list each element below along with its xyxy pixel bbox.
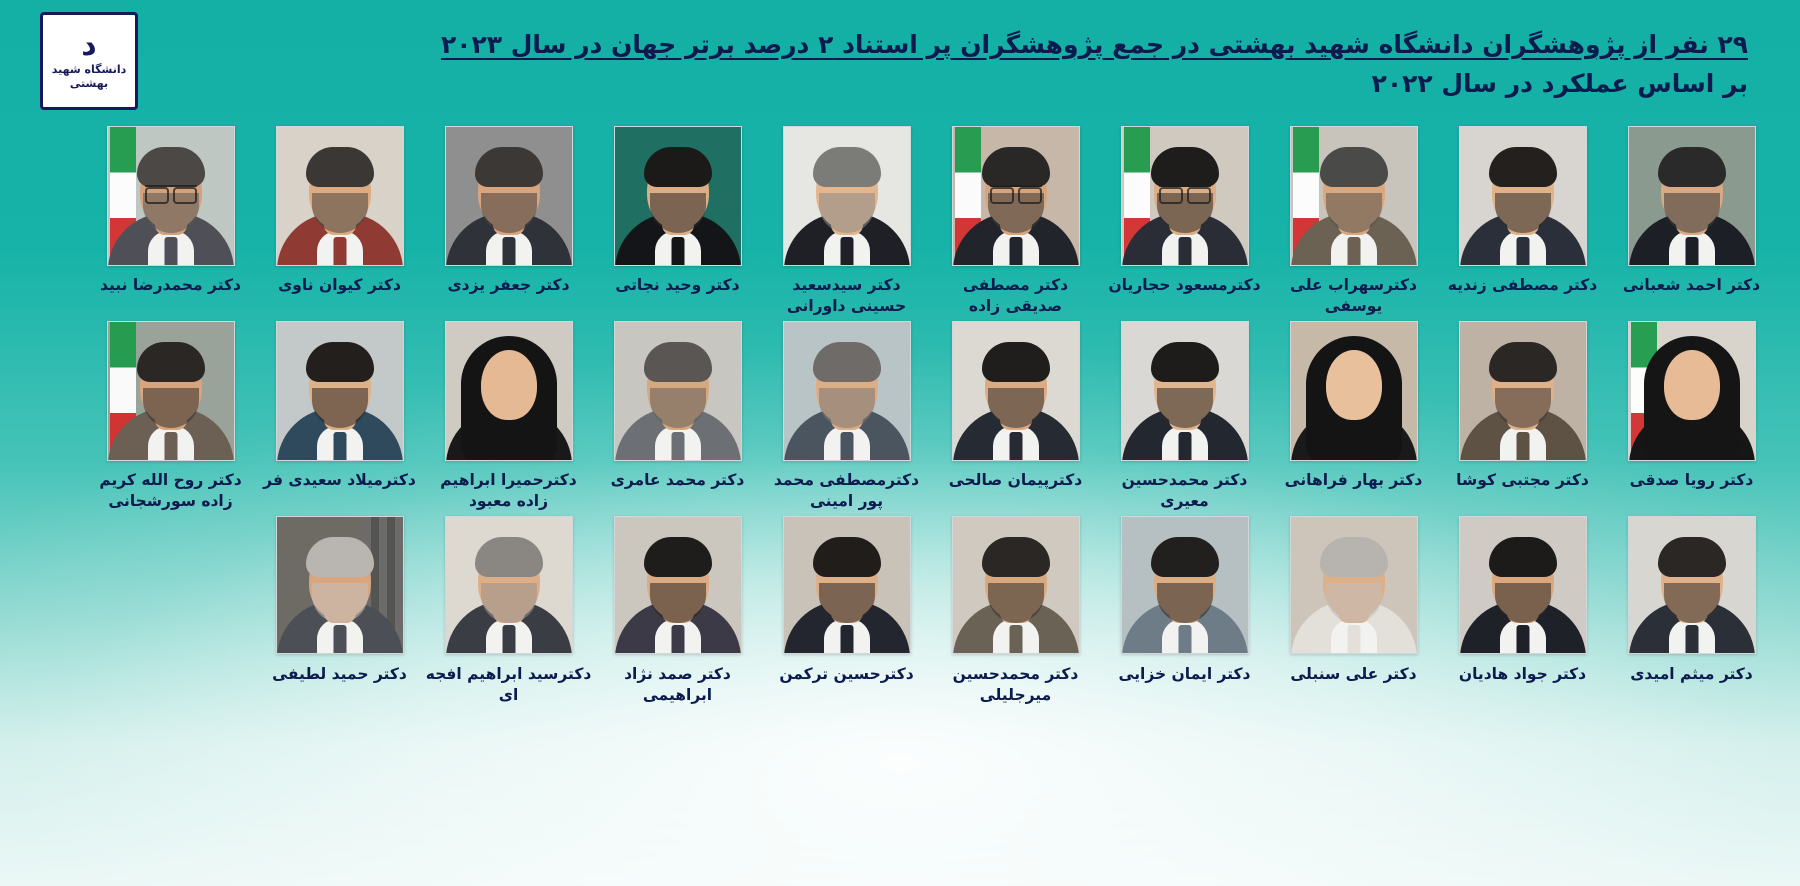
researcher-cell (762, 321, 931, 512)
researcher-cell (1100, 321, 1269, 512)
logo-glyph-icon: د (81, 28, 97, 64)
researcher-name: دکترپیمان صالحی (948, 470, 1083, 489)
researcher-photo (445, 321, 573, 461)
researcher-name: دکتر محمدحسین معیری (1121, 470, 1248, 510)
researcher-photo (1290, 516, 1418, 654)
researcher-cell (255, 516, 424, 685)
researcher-name: دکتر محمدحسین میرجلیلی (952, 664, 1079, 704)
researcher-photo (783, 321, 911, 461)
researcher-photo (445, 126, 573, 266)
researcher-name: دکترحمیرا ابراهیم زاده معبود (440, 470, 577, 510)
researcher-name: دکتر ایمان خزایی (1118, 664, 1251, 683)
researcher-cell (424, 516, 593, 706)
researcher-cell (1438, 126, 1607, 296)
researcher-cell (1269, 126, 1438, 317)
researcher-photo (952, 126, 1080, 266)
researcher-cell (1607, 126, 1776, 296)
researcher-photo (1121, 516, 1249, 654)
researcher-photo (614, 321, 742, 461)
researcher-photo (952, 516, 1080, 654)
researcher-name: دکتر بهار فراهانی (1284, 470, 1423, 489)
researchers-row (24, 321, 1776, 512)
researcher-name: دکترسید ابراهیم افجه ای (425, 664, 592, 704)
researcher-photo (1290, 126, 1418, 266)
researcher-photo (1121, 126, 1249, 266)
researcher-photo (445, 516, 573, 654)
researcher-photo (107, 321, 235, 461)
researcher-photo (1628, 321, 1756, 461)
researcher-photo (614, 126, 742, 266)
researcher-name: دکتر وحید نجاتی (615, 276, 740, 294)
researcher-name: دکتر مجتبی کوشا (1456, 470, 1589, 489)
researcher-photo (1628, 126, 1756, 266)
researcher-cell (931, 516, 1100, 706)
researcher-cell (255, 126, 424, 296)
researcher-photo (1459, 516, 1587, 654)
researcher-name: دکتر احمد شعبانی (1622, 276, 1761, 294)
researcher-cell (931, 321, 1100, 491)
page-title-line1: ۲۹ نفر از پژوهشگران دانشگاه شهید بهشتی در جمع پژوهشگران پر استناد ۲ درصد برتر جهان در سال ۲۰۲۳ (440, 29, 1748, 59)
researcher-name: دکترسهراب علی یوسفی (1290, 276, 1417, 315)
researcher-cell (86, 516, 255, 664)
researcher-cell (424, 126, 593, 296)
university-logo-inner (43, 29, 135, 93)
researcher-photo (1290, 321, 1418, 461)
page-title (138, 19, 1778, 104)
researcher-photo (1459, 126, 1587, 266)
researcher-name: دکتر میثم امیدی (1630, 664, 1753, 683)
researcher-photo (614, 516, 742, 654)
researcher-photo (783, 516, 911, 654)
researcher-name: دکتر مصطفی زندیه (1447, 276, 1598, 294)
researcher-cell (1438, 516, 1607, 685)
researcher-cell (593, 516, 762, 706)
researcher-cell (1269, 516, 1438, 685)
researcher-photo (1121, 321, 1249, 461)
researcher-cell (1438, 321, 1607, 491)
researcher-cell (931, 126, 1100, 317)
researcher-name: دکتر سیدسعید حسینی داورانی (786, 276, 907, 315)
researcher-photo (276, 126, 404, 266)
researcher-cell (1100, 516, 1269, 685)
researcher-cell (1269, 321, 1438, 491)
researcher-cell (593, 126, 762, 296)
researcher-name: دکترمسعود حجاریان (1108, 276, 1261, 294)
researcher-name: دکتر روح الله کریم زاده سورشجانی (99, 470, 242, 510)
researcher-cell (86, 321, 255, 512)
researcher-cell (86, 126, 255, 296)
researcher-photo (1628, 516, 1756, 654)
researcher-name: دکتر جواد هادیان (1458, 664, 1587, 683)
researcher-name: دکتر مصطفی صدیقی زاده (962, 276, 1069, 315)
researcher-photo (952, 321, 1080, 461)
researcher-cell (762, 126, 931, 317)
researchers-row (24, 516, 1776, 706)
researcher-photo (276, 321, 404, 461)
researcher-photo (1459, 321, 1587, 461)
researcher-name: دکتر محمد عامری (610, 470, 745, 489)
researcher-photo (276, 516, 404, 654)
university-logo-label: دانشگاه شهید بهشتی (51, 63, 127, 90)
researcher-name: دکتر حمید لطیفی (272, 664, 407, 683)
researcher-name: دکتر کیوان ناوی (278, 276, 401, 294)
researcher-photo (783, 126, 911, 266)
poster-header (0, 0, 1800, 122)
researcher-name: دکترمیلاد سعیدی فر (263, 470, 416, 489)
researcher-cell (1607, 516, 1776, 685)
researchers-row (24, 126, 1776, 317)
researcher-name: دکتر صمد نژاد ابراهیمی (624, 664, 731, 704)
researcher-cell (1607, 321, 1776, 491)
page-title-line2: بر اساس عملکرد در سال ۲۰۲۲ (1371, 69, 1748, 98)
researcher-cell (762, 516, 931, 685)
researcher-cell (1100, 126, 1269, 296)
university-logo (40, 12, 138, 110)
researcher-name: دکترمصطفی محمد پور امینی (773, 470, 920, 510)
researchers-grid (0, 122, 1800, 706)
researcher-cell (424, 321, 593, 512)
researcher-name: دکتر علی سنبلی (1290, 664, 1417, 683)
researcher-name: دکتر محمدرضا نبید (100, 276, 241, 294)
researcher-cell (255, 321, 424, 491)
researcher-name: دکتر جعفر یزدی (447, 276, 570, 294)
researcher-cell (593, 321, 762, 491)
researcher-name: دکتر رویا صدقی (1629, 470, 1754, 489)
researcher-photo (107, 126, 235, 266)
researcher-name: دکترحسین ترکمن (779, 664, 914, 683)
